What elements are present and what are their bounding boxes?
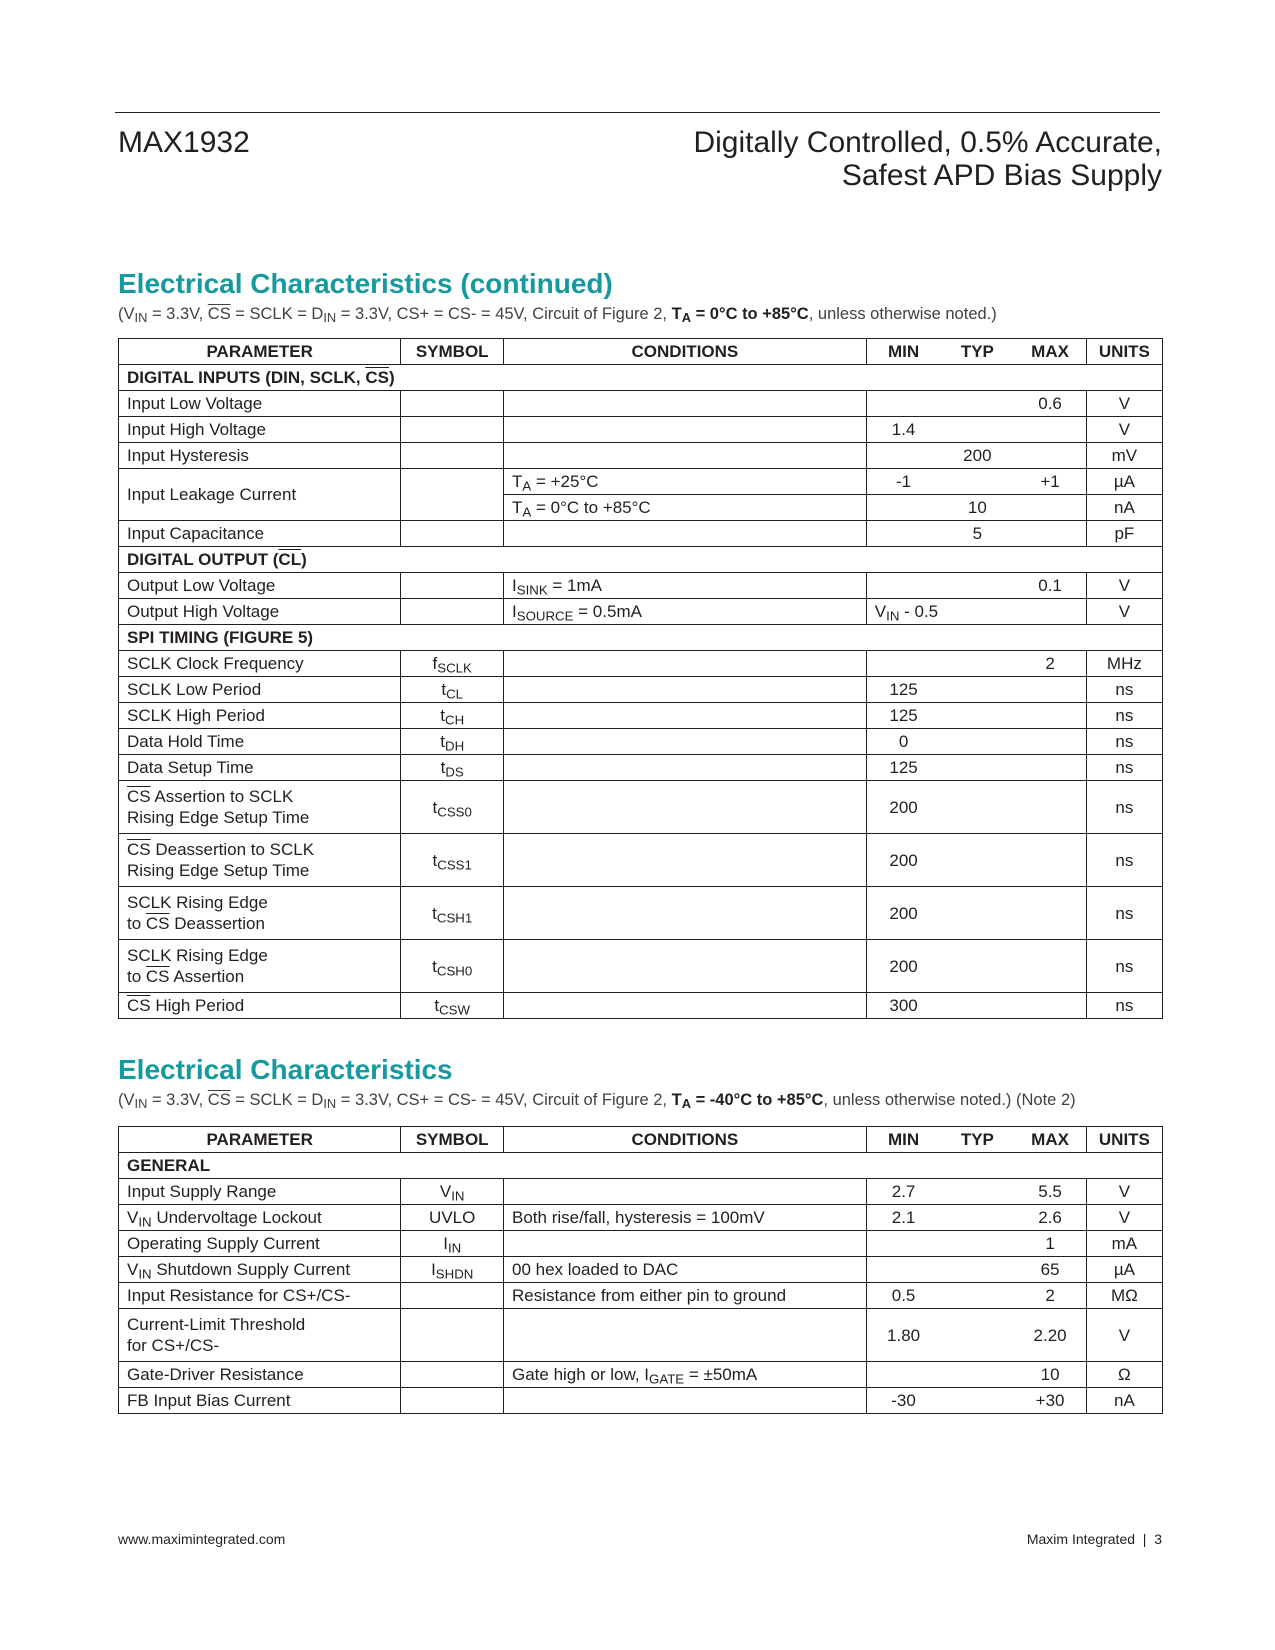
col-units: UNITS [1086,1127,1162,1153]
col-min: MIN [866,339,940,365]
table-row: Data Hold Time $t_{DH}$ 0 ns [119,729,1163,755]
table-row: $V_{IN}$ Shutdown Supply Current $I_{SHDN}$ 00 hex loaded to DAC 65 µA [119,1257,1163,1283]
header-row [119,1127,1163,1153]
table-row: SCLK High Period $t_{CH}$ 125 ns [119,703,1163,729]
footer-page: Maxim Integrated | 3 [1026,1531,1162,1547]
col-typ: TYP [940,1127,1014,1153]
col-conditions: CONDITIONS [504,339,867,365]
table-row: SCLK Clock Frequency $f_{SCLK}$ 2 MHz [119,651,1163,677]
table-row: Input Low Voltage 0.6 V [119,391,1163,417]
col-max: MAX [1014,1127,1086,1153]
table-row: SCLK Low Period $t_{CL}$ 125 ns [119,677,1163,703]
col-parameter: PARAMETER [119,1127,401,1153]
table-row: $\overline{CS}$ High Period $t_{CSW}$ 300 ns [119,993,1163,1019]
table-row: Input High Voltage 1.4 V [119,417,1163,443]
table-row: Output High Voltage $I_{SOURCE} = 0.5mA$ $V_{IN} - 0.5$ V [119,599,1163,625]
group-row: SPI TIMING (FIGURE 5) [119,625,1163,651]
col-min: MIN [866,1127,940,1153]
table-row: Input Capacitance 5 pF [119,521,1163,547]
col-conditions: CONDITIONS [504,1127,867,1153]
spec-table-continued [118,338,1163,1019]
group-row: DIGITAL OUTPUT $(\overline{CL})$ [119,547,1163,573]
table-row: Input Supply Range $V_{IN}$ 2.7 5.5 V [119,1179,1163,1205]
footer-url[interactable]: www.maximintegrated.com [118,1531,286,1547]
col-symbol: SYMBOL [401,1127,504,1153]
table-row: $\overline{CS}$ Deassertion to SCLK Rising Edge Setup Time $t_{CSS1}$ 200 ns [119,834,1163,887]
group-row: GENERAL [119,1153,1163,1179]
header-row [119,339,1163,365]
test-conditions: ($V_{IN} = 3.3V$, $\overline{CS}$ = SCLK = $D_{IN} = 3.3V$, CS+ = CS- = 45V, Circuit of Figure 2, $T_A = 0^\circ C$ to +85°C, unless otherwise noted.) [118,305,997,326]
table-row: SCLK Rising Edge to $\overline{CS}$ Assertion $t_{CSH0}$ 200 ns [119,940,1163,993]
section-heading: Electrical Characteristics (continued) [118,268,613,299]
header-rule [115,112,1160,113]
col-typ: TYP [940,339,1014,365]
col-max: MAX [1014,339,1086,365]
table-row: Input Resistance for CS+/CS- Resistance from either pin to ground 0.5 2 MΩ [119,1283,1163,1309]
table-row: $V_{IN}$ Undervoltage Lockout UVLO Both rise/fall, hysteresis = 100mV 2.1 2.6 V [119,1205,1163,1231]
table-row: $\overline{CS}$ Assertion to SCLK Rising Edge Setup Time $t_{CSS0}$ 200 ns [119,781,1163,834]
table-row: Current-Limit Threshold for CS+/CS- 1.80 2.20 V [119,1309,1163,1362]
test-conditions: ($V_{IN} = 3.3V$, $\overline{CS}$ = SCLK = $D_{IN} = 3.3V$, CS+ = CS- = 45V, Circuit of Figure 2, $T_A = -40^\circ C$ to +85°C, unless otherwise noted.) (Note 2) [118,1091,1076,1112]
spec-table [118,1126,1163,1414]
col-units: UNITS [1086,339,1162,365]
table-row: Input Leakage Current $T_A = +25^\circ C$ -1 +1 µA [119,469,1163,495]
table-row: Input Hysteresis 200 mV [119,443,1163,469]
table-row: Output Low Voltage $I_{SINK} = 1mA$ 0.1 V [119,573,1163,599]
document-title: Digitally Controlled, 0.5% Accurate, Safest APD Bias Supply [693,126,1162,192]
section-heading: Electrical Characteristics [118,1054,453,1085]
group-row: DIGITAL INPUTS (DIN, SCLK, $\overline{CS}$) [119,365,1163,391]
col-symbol: SYMBOL [401,339,504,365]
table-row: $T_A = 0^\circ C$ to +85°C 10 nA [119,495,1163,521]
table-row: Operating Supply Current $I_{IN}$ 1 mA [119,1231,1163,1257]
table-row: Gate-Driver Resistance Gate high or low, $I_{GATE} = \pm 50mA$ 10 Ω [119,1362,1163,1388]
table-row: FB Input Bias Current -30 +30 nA [119,1388,1163,1414]
table-row: SCLK Rising Edge to $\overline{CS}$ Deassertion $t_{CSH1}$ 200 ns [119,887,1163,940]
table-row: Data Setup Time $t_{DS}$ 125 ns [119,755,1163,781]
part-number: MAX1932 [118,126,250,159]
col-parameter: PARAMETER [119,339,401,365]
